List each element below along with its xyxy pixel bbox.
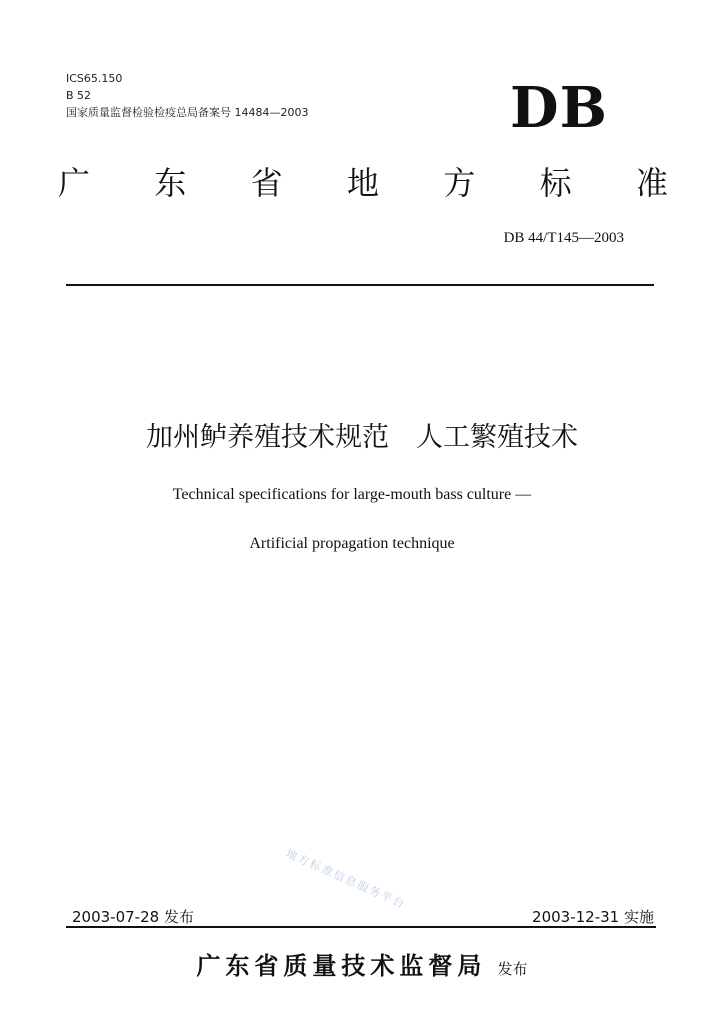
- standard-type-heading: [58, 160, 668, 206]
- issuer-name: 广东省质量技术监督局: [196, 952, 487, 980]
- classification-codes: [66, 70, 308, 121]
- standard-type-char: 准: [635, 164, 668, 202]
- watermark: 地方标准信息服务平台: [283, 846, 408, 912]
- category-code: B 52: [66, 89, 92, 102]
- title-english-line1: Technical specifications for large-mouth bass culture —: [172, 486, 532, 503]
- standard-type-char: 广: [58, 164, 91, 202]
- registration-number: 国家质量监督检验检疫总局备案号 14484—2003: [66, 106, 309, 119]
- standard-number: DB 44/T145—2003: [503, 230, 624, 246]
- standard-type-char: 省: [250, 164, 283, 202]
- issuer-suffix: 发布: [497, 960, 528, 978]
- db-logo: DB: [510, 75, 608, 141]
- title-chinese: 加州鲈养殖技术规范 人工繁殖技术: [146, 422, 578, 453]
- standard-type-char: 地: [346, 164, 379, 202]
- standard-type-char: 东: [154, 164, 187, 202]
- top-divider: [66, 284, 654, 286]
- implement-date: 2003-12-31 实施: [532, 908, 654, 926]
- standard-type-char: 标: [539, 164, 572, 202]
- standard-type-char: 方: [443, 164, 476, 202]
- issuer: [0, 946, 724, 981]
- bottom-divider: [66, 926, 656, 928]
- publish-date: 2003-07-28 发布: [72, 908, 194, 926]
- title-english-line2: Artificial propagation technique: [249, 535, 455, 552]
- ics-code: ICS65.150: [66, 72, 123, 85]
